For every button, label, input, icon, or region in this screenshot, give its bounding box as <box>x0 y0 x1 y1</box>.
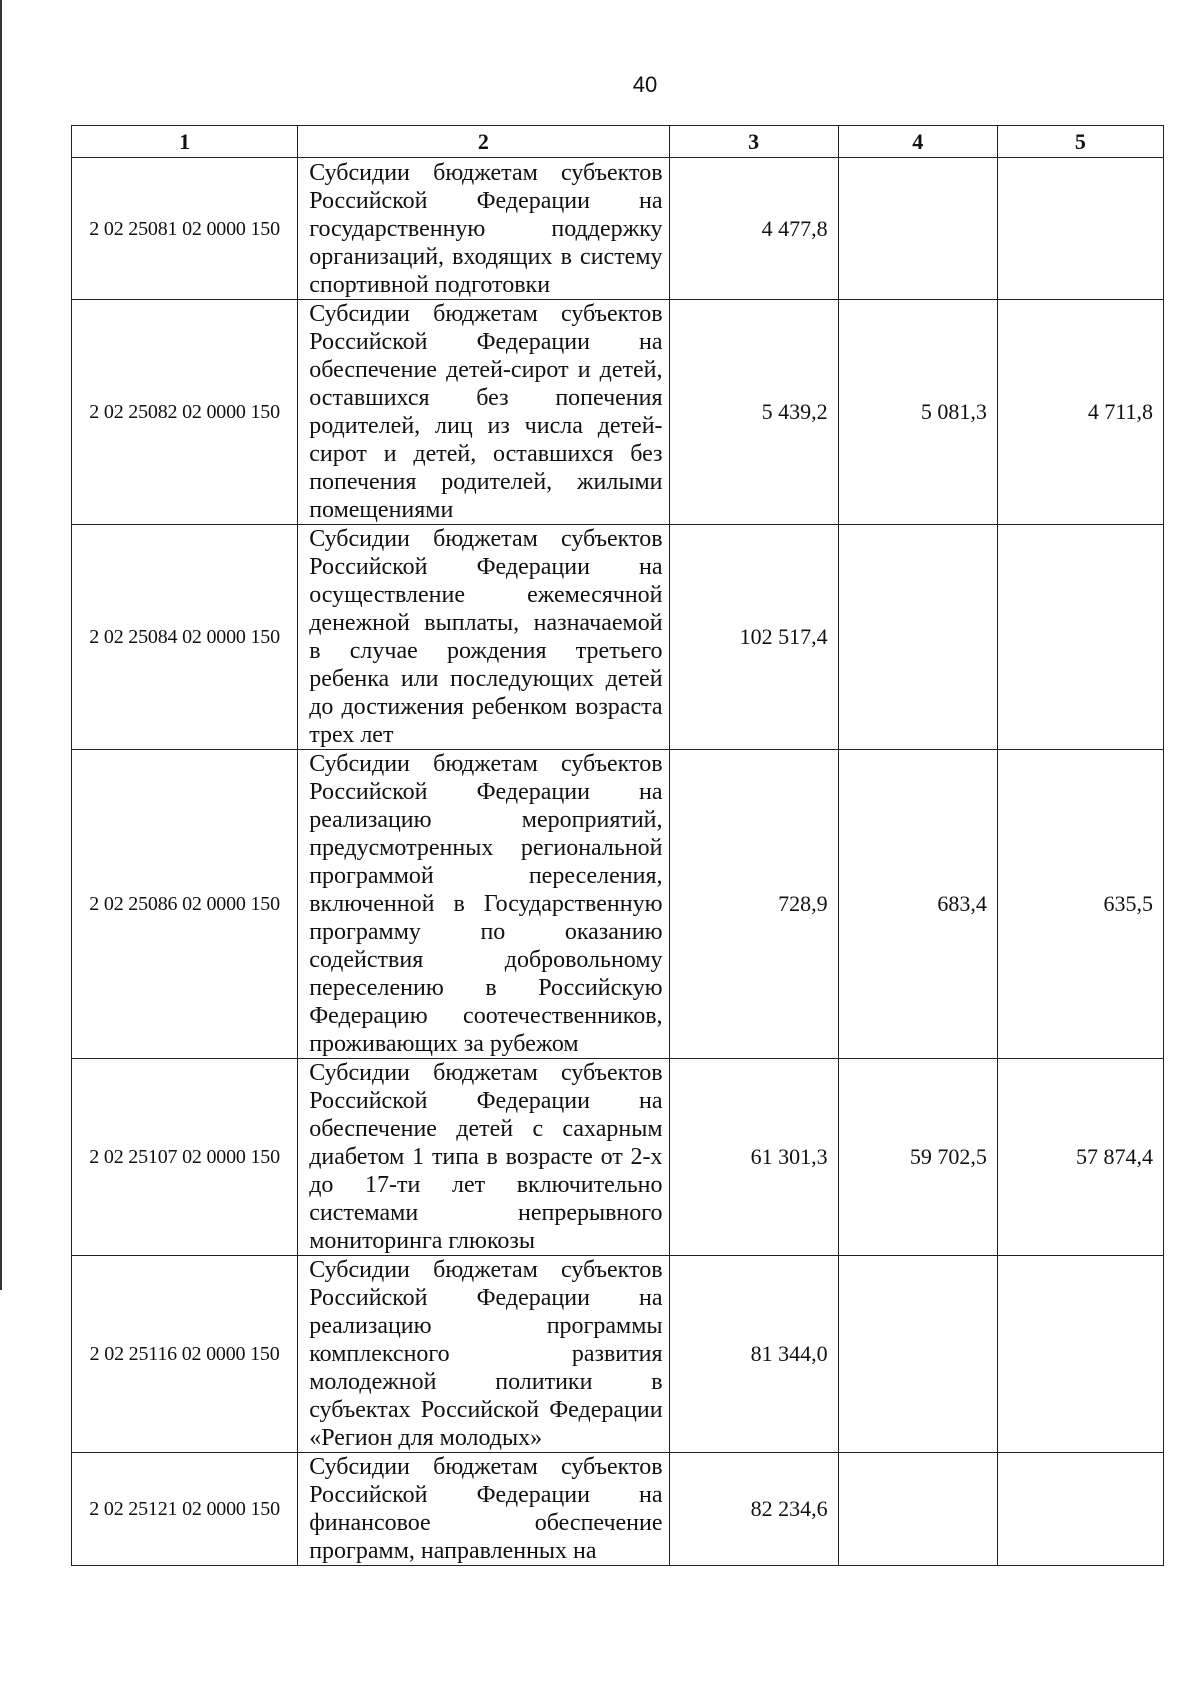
value-col4-cell <box>838 158 997 300</box>
budget-code-cell: 2 02 25121 02 0000 150 <box>72 1453 298 1566</box>
value-col3-cell: 81 344,0 <box>669 1256 838 1453</box>
value-col3-cell: 5 439,2 <box>669 300 838 525</box>
header-col-2: 2 <box>298 126 669 158</box>
table-row <box>72 1453 1164 1566</box>
value-col3-cell: 102 517,4 <box>669 525 838 750</box>
value-col3-cell: 61 301,3 <box>669 1059 838 1256</box>
description-cell: Субсидии бюджетам субъектов Российской Федерации на осуществление ежемесячной денежной выплаты, назначаемой в случае рождения третьего ребенка или последующих детей до достижения ребенком возраста трех лет <box>298 525 669 750</box>
description-cell: Субсидии бюджетам субъектов Российской Федерации на реализацию программы комплексного развития молодежной политики в субъектах Российской Федерации «Регион для молодых» <box>298 1256 669 1453</box>
budget-table <box>71 125 1164 1566</box>
value-col5-cell: 4 711,8 <box>997 300 1163 525</box>
description-cell: Субсидии бюджетам субъектов Российской Федерации на обеспечение детей-сирот и детей, оставшихся без попечения родителей, лиц из числа детей-сирот и детей, оставшихся без попечения родителей, жилыми помещениями <box>298 300 669 525</box>
budget-code-cell: 2 02 25082 02 0000 150 <box>72 300 298 525</box>
description-cell: Субсидии бюджетам субъектов Российской Федерации на финансовое обеспечение программ, направленных на <box>298 1453 669 1566</box>
table-row <box>72 750 1164 1059</box>
description-cell: Субсидии бюджетам субъектов Российской Федерации на реализацию мероприятий, предусмотренных региональной программой переселения, включенной в Государственную программу по оказанию содействия добровольному переселению в Российскую Федерацию соотечественников, проживающих за рубежом <box>298 750 669 1059</box>
value-col5-cell <box>997 158 1163 300</box>
table-row <box>72 525 1164 750</box>
page-number: 40 <box>632 72 658 97</box>
value-col4-cell <box>838 1256 997 1453</box>
value-col4-cell <box>838 525 997 750</box>
value-col4-cell: 59 702,5 <box>838 1059 997 1256</box>
description-cell: Субсидии бюджетам субъектов Российской Федерации на обеспечение детей с сахарным диабетом 1 типа в возрасте от 2-х до 17-ти лет включительно системами непрерывного мониторинга глюкозы <box>298 1059 669 1256</box>
value-col3-cell: 728,9 <box>669 750 838 1059</box>
value-col4-cell: 683,4 <box>838 750 997 1059</box>
table-row <box>72 1059 1164 1256</box>
header-col-5: 5 <box>997 126 1163 158</box>
table-row <box>72 1256 1164 1453</box>
budget-code-cell: 2 02 25107 02 0000 150 <box>72 1059 298 1256</box>
value-col5-cell: 57 874,4 <box>997 1059 1163 1256</box>
value-col4-cell <box>838 1453 997 1566</box>
value-col4-cell: 5 081,3 <box>838 300 997 525</box>
table-header-row <box>72 126 1164 158</box>
page-edge-line <box>0 0 2 1290</box>
value-col5-cell: 635,5 <box>997 750 1163 1059</box>
header-col-3: 3 <box>669 126 838 158</box>
table-row <box>72 300 1164 525</box>
value-col3-cell: 4 477,8 <box>669 158 838 300</box>
budget-code-cell: 2 02 25081 02 0000 150 <box>72 158 298 300</box>
budget-code-cell: 2 02 25116 02 0000 150 <box>72 1256 298 1453</box>
table-row <box>72 158 1164 300</box>
value-col3-cell: 82 234,6 <box>669 1453 838 1566</box>
value-col5-cell <box>997 1256 1163 1453</box>
value-col5-cell <box>997 525 1163 750</box>
budget-code-cell: 2 02 25084 02 0000 150 <box>72 525 298 750</box>
header-col-1: 1 <box>72 126 298 158</box>
description-cell: Субсидии бюджетам субъектов Российской Федерации на государственную поддержку организаций, входящих в систему спортивной подготовки <box>298 158 669 300</box>
header-col-4: 4 <box>838 126 997 158</box>
budget-code-cell: 2 02 25086 02 0000 150 <box>72 750 298 1059</box>
value-col5-cell <box>997 1453 1163 1566</box>
